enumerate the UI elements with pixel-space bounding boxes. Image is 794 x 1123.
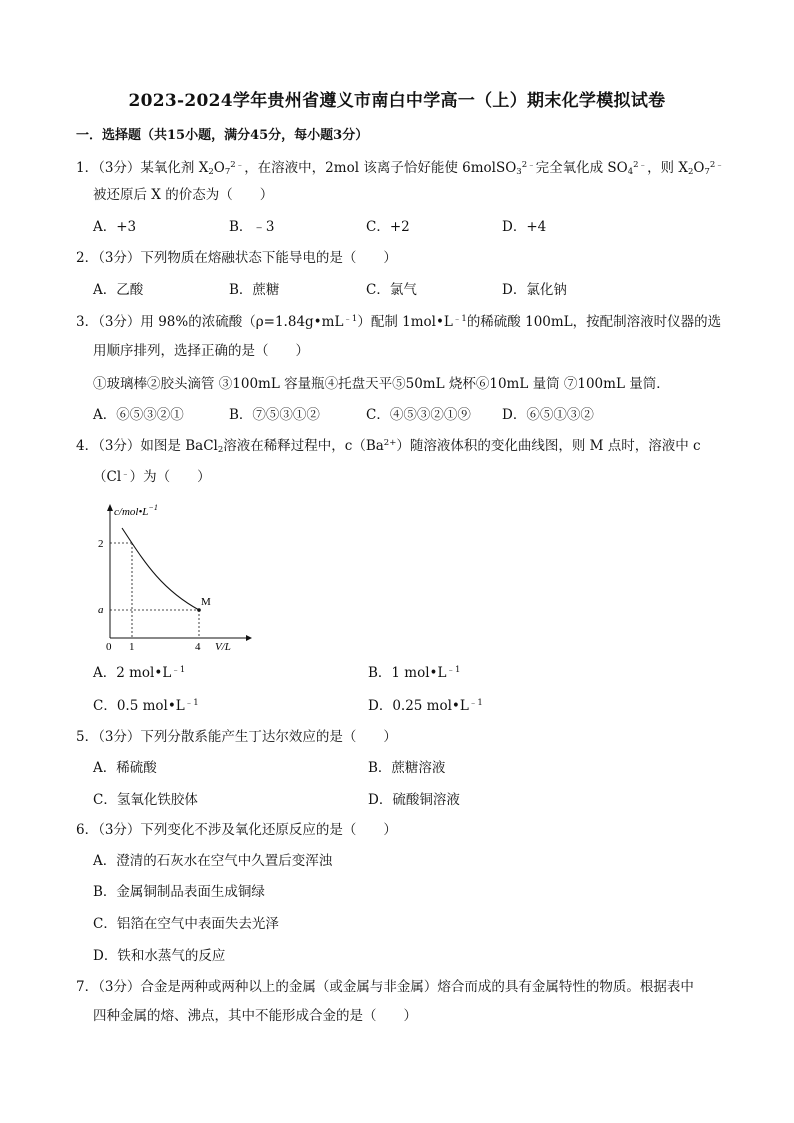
question-1-option-b[interactable]: B．﹣3 [229,219,275,235]
question-7-line-1: 7．（3分）合金是两种或两种以上的金属（或金属与非金属）熔合而成的具有金属特性的物质。根据表中 [76,979,694,995]
question-6-option-d[interactable]: D．铁和水蒸气的反应 [93,948,226,964]
question-4-option-d[interactable]: D．0.25 $mol•L^{﹣1}$ [368,698,483,714]
question-2-option-a[interactable]: A．乙酸 [93,282,144,298]
question-5-option-b[interactable]: B．蔗糖溶液 [368,760,446,776]
exam-title: 2023-2024学年贵州省遵义市南白中学高一（上）期末化学模拟试卷 [128,91,666,111]
question-4-option-b[interactable]: B．1 $mol•L^{﹣1}$ [368,665,461,681]
x-axis-arrow-icon [246,635,252,641]
question-2-option-c[interactable]: C．氯气 [366,282,417,298]
question-5-text: 5．（3分）下列分散系能产生丁达尔效应的是（ ） [76,729,397,745]
question-2-option-b[interactable]: B．蔗糖 [229,282,280,298]
question-6-text: 6．（3分）下列变化不涉及氧化还原反应的是（ ） [76,822,397,838]
question-5-option-a[interactable]: A．稀硫酸 [93,760,157,776]
question-1-line-1: 1．（3分）某氧化剂 $X_2O_7^{2﹣}$，在溶液中，2mol 该离子恰好能使 6molSO$_3^{2﹣}$完全氧化成 $SO_4^{2﹣}$，则 $X_2O_7^{2﹣}$ [76,160,724,177]
question-1-option-a[interactable]: A．+3 [93,219,137,235]
question-5-option-d[interactable]: D．硫酸铜溶液 [368,792,460,808]
question-3-line-2: 用顺序排列，选择正确的是（ ） [93,343,309,359]
question-4-line-1: 4．（3分）如图是 BaCl$_2$溶液在稀释过程中，$c(Ba^{2+})$随溶液体积的变化曲线图，则 M 点时，溶液中 c [76,438,701,455]
question-6-option-c[interactable]: C．铝箔在空气中表面失去光泽 [93,916,279,932]
point-m-marker [197,608,201,612]
question-6-option-a[interactable]: A．澄清的石灰水在空气中久置后变浑浊 [93,853,333,869]
question-6-option-b[interactable]: B．金属铜制品表面生成铜绿 [93,884,265,900]
question-1-option-d[interactable]: D．+4 [502,219,547,235]
question-3-line-1: 3．（3分）用 98%的浓硫酸$(\rho=1.84g•mL^{﹣1})$配制 $1mol•L^{﹣1}$的稀硫酸 100mL，按配制溶液时仪器的选 [76,314,722,330]
section-heading: 一．选择题（共15小题，满分45分，每小题3分） [76,128,369,143]
question-3-option-d[interactable]: D．⑥⑤①③② [502,407,594,423]
question-4-option-c[interactable]: C．0.5 $mol•L^{﹣1}$ [93,698,199,714]
question-7-line-2: 四种金属的熔、沸点，其中不能形成合金的是（ ） [93,1008,417,1024]
question-2-option-d[interactable]: D．氯化钠 [502,282,567,298]
question-4-line-2: （Cl﹣）为（ ） [93,469,211,485]
concentration-volume-graph [98,500,254,653]
x-tick-1: 1 [129,641,135,653]
point-m-label: M [201,596,211,608]
y-tick-a: a [98,604,104,616]
question-3-option-c[interactable]: C．④⑤③②①⑨ [366,407,471,423]
y-axis-arrow-icon [107,504,113,511]
question-2-text: 2．（3分）下列物质在熔融状态下能导电的是（ ） [76,250,397,266]
question-4-option-a[interactable]: A．2 $mol•L^{﹣1}$ [93,665,186,681]
question-3-option-b[interactable]: B．⑦⑤③①② [229,407,320,423]
y-axis-label: $c/mol•L^{-1}$ [114,503,158,518]
question-1-line-2: 被还原后 X 的价态为（ ） [93,187,274,203]
x-tick-0: 0 [106,641,112,653]
question-1-option-c[interactable]: C．+2 [366,219,410,235]
x-axis-label: V/L [215,641,231,653]
concentration-curve [122,528,199,610]
question-5-option-c[interactable]: C．氢氧化铁胶体 [93,792,198,808]
y-tick-2: 2 [98,538,104,550]
x-tick-4: 4 [195,641,201,653]
question-3-option-a[interactable]: A．⑥⑤③②① [93,407,184,423]
question-3-line-3: ①玻璃棒②胶头滴管 ③100mL 容量瓶④托盘天平⑤50mL 烧杯⑥10mL 量筒 ⑦100mL 量筒． [93,376,670,392]
